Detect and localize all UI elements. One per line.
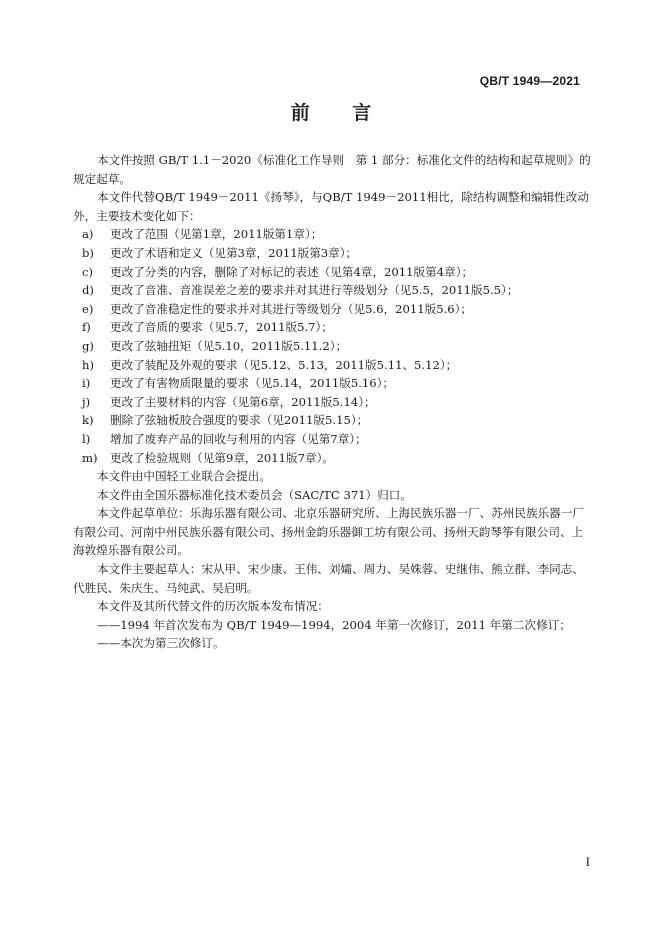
list-item-label: d)	[82, 283, 94, 298]
paragraph-history-intro: 本文件及其所代替文件的历次版本发布情况：	[97, 599, 329, 614]
list-item	[73, 318, 591, 337]
history-item: ——1994 年首次发布为 QB/T 1949—1994，2004 年第一次修订，2011 年第二次修订；	[97, 617, 571, 632]
list-item-label: c)	[82, 264, 94, 279]
list-item-text: 更改了弦轴扭矩（见5.10，2011版5.11.2）；	[110, 338, 348, 353]
list-item-text: 更改了有害物质限量的要求（见5.14，2011版5.16）；	[110, 376, 395, 391]
list-item	[73, 263, 591, 282]
changes-list	[73, 225, 591, 467]
list-item-text: 增加了废弃产品的回收与利用的内容（见第7章）；	[110, 431, 367, 446]
list-item-text: 更改了主要材料的内容（见第6章，2011版5.14）；	[110, 394, 376, 409]
document-body	[73, 151, 591, 653]
list-item	[73, 449, 591, 468]
paragraph-committee: 本文件由全国乐器标准化技术委员会（SAC/TC 371）归口。	[97, 487, 412, 502]
page-number: I	[585, 854, 590, 869]
list-item-text: 更改了术语和定义（见第3章，2011版第3章）；	[110, 245, 358, 260]
page-title: 前 言	[290, 102, 390, 124]
paragraph-replacement: 本文件代替QB/T 1949－2011《扬琴》，与QB/T 1949－2011相比，除结构调整和编辑性改动外，主要技术变化如下：	[73, 190, 589, 223]
list-item	[73, 430, 591, 449]
list-item-text: 更改了音准、音准误差之差的要求并对其进行等级划分（见5.5，2011版5.5）；	[110, 283, 519, 298]
list-item	[73, 374, 591, 393]
paragraph-drafting-units: 本文件起草单位：乐海乐器有限公司、北京乐器研究所、上海民族乐器一厂、苏州民族乐器一厂有限公司、河南中州民族乐器有限公司、扬州金韵乐器御工坊有限公司、扬州天韵琴筝有限公司、上海敦煌乐器有限公司。	[73, 506, 584, 558]
list-item	[73, 393, 591, 412]
list-item	[73, 281, 591, 300]
list-item	[73, 356, 591, 375]
list-item-label: a)	[82, 227, 94, 242]
paragraph-drafting-rule: 本文件按照 GB/T 1.1－2020《标准化工作导则 第 1 部分：标准化文件的结构和起草规则》的规定起草。	[73, 153, 591, 186]
list-item-label: f)	[82, 320, 91, 335]
list-item-label: l)	[82, 431, 91, 446]
list-item	[73, 411, 591, 430]
list-item-text: 更改了音质的要求（见5.7，2011版5.7）；	[110, 320, 333, 335]
list-item-label: h)	[82, 357, 94, 372]
list-item-label: k)	[82, 413, 94, 428]
paragraph-proposer: 本文件由中国轻工业联合会提出。	[97, 469, 271, 484]
standard-code: QB/T 1949—2021	[479, 74, 580, 88]
list-item-text: 更改了检验规则（见第9章，2011版7章）。	[110, 450, 334, 465]
list-item-text: 更改了装配及外观的要求（见5.12、5.13，2011版5.11、5.12）；	[110, 357, 458, 372]
list-item-label: b)	[82, 245, 94, 260]
list-item	[73, 225, 591, 244]
paragraph-drafters: 本文件主要起草人：宋从甲、宋少康、王伟、刘孀、周力、吴姝蓉、史继伟、熊立群、李同志、代胜民、朱庆生、马纯武、吴启明。	[73, 562, 584, 595]
list-item-text: 更改了范围（见第1章，2011版第1章）；	[110, 227, 323, 242]
list-item-text: 更改了音准稳定性的要求并对其进行等级划分（见5.6，2011版5.6）；	[110, 301, 473, 316]
list-item	[73, 244, 591, 263]
history-item: ——本次为第三次修订。	[97, 636, 225, 651]
list-item-text: 删除了弦轴板胶合强度的要求（见2011版5.15）；	[110, 413, 369, 428]
list-item-label: j)	[82, 394, 91, 409]
list-item	[73, 300, 591, 319]
list-item-text: 更改了分类的内容，删除了对标记的表述（见第4章，2011版第4章）；	[110, 264, 474, 279]
list-item-label: m)	[82, 450, 98, 465]
list-item-label: g)	[82, 338, 94, 353]
list-item-label: e)	[82, 301, 94, 316]
list-item	[73, 337, 591, 356]
list-item-label: i)	[82, 376, 91, 391]
